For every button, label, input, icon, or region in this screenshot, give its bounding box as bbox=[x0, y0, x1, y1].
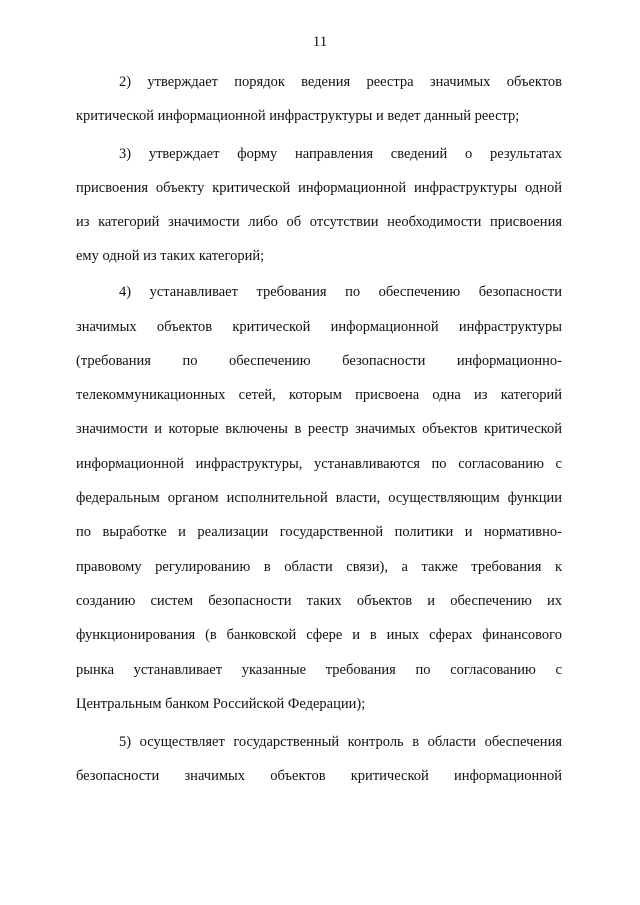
page-number: 11 bbox=[312, 34, 328, 50]
text-line: критической информационной инфраструктуры и ведет данный реестр; bbox=[76, 108, 520, 124]
text-line: 4) устанавливает требования по обеспечению безопасности bbox=[119, 284, 562, 300]
text-line: созданию систем безопасности таких объектов и обеспечению их bbox=[76, 593, 562, 609]
text-line: информационной инфраструктуры, устанавливаются по согласованию с bbox=[76, 456, 562, 472]
text-line: федеральным органом исполнительной власти, осуществляющим функции bbox=[76, 490, 562, 506]
text-line: присвоения объекту критической информационной инфраструктуры одной bbox=[76, 180, 562, 196]
text-line: функционирования (в банковской сфере и в иных сферах финансового bbox=[76, 627, 562, 643]
text-line: значимости и которые включены в реестр значимых объектов критической bbox=[76, 421, 562, 437]
text-line: Центральным банком Российской Федерации); bbox=[76, 696, 366, 712]
text-line: рынка устанавливает указанные требования по согласованию с bbox=[76, 662, 562, 678]
text-line: 5) осуществляет государственный контроль в области обеспечения bbox=[119, 734, 562, 750]
text-line: 3) утверждает форму направления сведений о результатах bbox=[119, 146, 562, 162]
text-line: (требования по обеспечению безопасности информационно- bbox=[76, 353, 562, 369]
text-line: из категорий значимости либо об отсутствии необходимости присвоения bbox=[76, 214, 562, 230]
text-line: по выработке и реализации государственной политики и нормативно- bbox=[76, 524, 562, 540]
text-line: значимых объектов критической информационной инфраструктуры bbox=[76, 319, 562, 335]
text-line: 2) утверждает порядок ведения реестра значимых объектов bbox=[119, 74, 562, 90]
text-line: телекоммуникационных сетей, которым присвоена одна из категорий bbox=[76, 387, 562, 403]
text-line: ему одной из таких категорий; bbox=[76, 248, 265, 264]
text-line: правовому регулированию в области связи), а также требования к bbox=[76, 559, 562, 575]
text-line: безопасности значимых объектов критической информационной bbox=[76, 768, 562, 784]
